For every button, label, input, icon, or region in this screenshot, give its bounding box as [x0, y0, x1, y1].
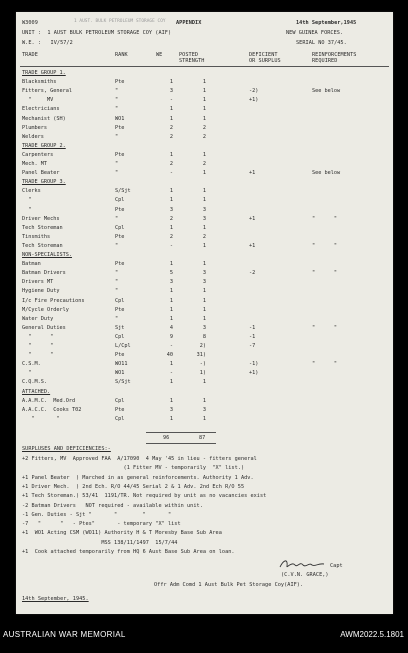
deficient-cell: -1 [249, 333, 256, 340]
we-cell: 2 [169, 215, 173, 222]
trade-cell: " [22, 370, 32, 377]
note-line: -1 Gen. Duties - Sjt " " " " [22, 511, 172, 518]
posted-cell: 1 [202, 297, 206, 304]
posted-cell: 1 [202, 306, 206, 313]
rank-cell: Sjt [115, 324, 125, 331]
totals-rule-top [146, 432, 216, 433]
rank-cell: S/Sjt [115, 379, 131, 386]
posted-cell: 1 [202, 188, 206, 195]
rank-cell: Pte [115, 206, 125, 213]
archive-reference: AWM2022.5.1801 [340, 630, 404, 639]
note-line: +1 Cook attached temporarily from HQ 6 Aust Base Sub Area on loan. [22, 549, 235, 555]
we-cell: 1 [169, 106, 173, 113]
we-cell: 1 [169, 224, 173, 231]
rank-cell: " [115, 242, 119, 249]
posted-cell: 1 [202, 261, 206, 268]
reinforcement-cell: " " [312, 361, 337, 368]
posted-cell: 3 [202, 215, 206, 222]
rank-cell: " [115, 215, 119, 222]
rank-cell: " [115, 88, 119, 95]
col-rank: RANK [115, 52, 128, 58]
we-cell: 1 [169, 379, 173, 386]
rank-cell: S/Sjt [115, 188, 131, 195]
posted-cell: 2 [202, 233, 206, 240]
rank-cell: " [115, 170, 119, 177]
unit-line: UNIT : 1 AUST BULK PETROLEUM STORAGE COY (AIF) [22, 30, 172, 36]
rank-cell: Cpl [115, 197, 125, 204]
rank-cell: Pte [115, 151, 125, 158]
signatory-title: Offr Adm Comd 1 Aust Bulk Pet Storage Coy(AIF). [154, 582, 304, 588]
totals-rule-bottom [146, 443, 216, 444]
posted-cell: 1) [199, 370, 206, 377]
posted-cell: 1 [202, 415, 206, 422]
header-rule [20, 66, 389, 67]
trade-cell: " " [22, 352, 54, 359]
we-cell: 1 [169, 115, 173, 122]
trade-cell: Welders [22, 133, 44, 140]
deficient-cell: +1) [249, 97, 259, 104]
rank-cell: Cpl [115, 397, 125, 404]
col-we: WE [156, 52, 163, 58]
signature-rank: Capt [330, 563, 343, 569]
note-line: MSS 138/11/1497 15/7/44 [22, 539, 178, 546]
note-line: +1 Driver Mech. ) 2nd Ech. R/O 44/45 Serial 2 & 1 Adv. 2nd Ech R/O 55 [22, 483, 245, 490]
trade-cell: Tech Storeman [22, 224, 63, 231]
trade-cell: Clerks [22, 188, 41, 195]
we-cell: 1 [169, 306, 173, 313]
we-cell: 1 [169, 297, 173, 304]
we-cell: 1 [169, 188, 173, 195]
rank-cell: " [115, 133, 119, 140]
rank-cell: L/Cpl [115, 343, 131, 349]
trade-cell: Mechanist (SH) [22, 115, 66, 122]
posted-cell: 1 [202, 88, 206, 95]
posted-cell: 1 [202, 397, 206, 404]
posted-cell: 1 [202, 79, 206, 86]
we-cell: 3 [169, 406, 173, 413]
we-reference: W.E. : IV/57/2 [22, 40, 73, 46]
we-cell: 1 [169, 288, 173, 295]
trade-cell: Tinsmiths [22, 233, 51, 240]
handwritten-signature [278, 557, 326, 571]
we-cell: 9 [169, 333, 173, 340]
we-cell: 1 [169, 415, 173, 422]
we-cell: 2 [169, 161, 173, 167]
document-page [16, 12, 393, 614]
trade-cell: C.Q.M.S. [22, 379, 47, 386]
trade-cell: Carpenters [22, 151, 54, 158]
col-posted: POSTED STRENGTH [179, 52, 205, 64]
we-cell: - [169, 170, 173, 177]
col-trade: TRADE [22, 52, 38, 58]
forces-line: NEW GUINEA FORCES. [286, 30, 344, 36]
unit-stamp: 1 AUST. BULK PETROLEUM STORAGE COY [74, 19, 166, 24]
section-heading: TRADE GROUP 2. [22, 142, 66, 149]
note-line: +1 WO1 Acting CSM (WO11) Authority H & T Moresby Base Sub Area [22, 530, 222, 537]
rank-cell: " [115, 279, 119, 286]
col-reinforcements: REINFORCEMENTS REQUIRED [312, 52, 357, 64]
we-cell: 1 [169, 151, 173, 158]
deficient-cell: -1 [249, 324, 256, 331]
note-line: -2 Batman Drivers NOT required - available within unit. [22, 502, 203, 509]
posted-cell: 1 [202, 151, 206, 158]
posted-cell: 1 [202, 379, 206, 386]
deficient-cell: +1) [249, 370, 259, 377]
deficient-cell: -2) [249, 88, 259, 95]
trade-cell: Batman [22, 261, 41, 268]
rank-cell: Cpl [115, 415, 125, 422]
we-cell: 1 [169, 397, 173, 404]
trade-cell: " " [22, 415, 60, 422]
rank-cell: Pte [115, 261, 125, 268]
rank-cell: Cpl [115, 333, 125, 340]
trade-cell: " [22, 206, 32, 213]
bottom-date: 14th September, 1945. [22, 596, 89, 602]
posted-cell: 1 [202, 224, 206, 231]
we-cell: 1 [169, 197, 173, 204]
posted-cell: 3 [202, 324, 206, 331]
posted-cell: -) [199, 361, 206, 368]
posted-cell: 1 [202, 115, 206, 122]
note-line: +1 Tech Storeman.) 53/41 1191/TR. Not required by unit as no vacancies exist [22, 493, 267, 500]
archive-name: AUSTRALIAN WAR MEMORIAL [3, 630, 126, 639]
we-cell: - [169, 370, 173, 377]
note-line: +1 Panel Beater ) Marched in as general reinforcements. Authority 1 Adv. [22, 474, 254, 481]
trade-cell: Electricians [22, 106, 60, 113]
we-cell: 1 [169, 79, 173, 86]
serial-number: SERIAL NO 37/45. [296, 40, 347, 46]
posted-cell: 1 [202, 170, 206, 177]
trade-cell: General Duties [22, 324, 66, 331]
trade-cell: A.A.M.C. Med.Ord [22, 397, 76, 404]
we-cell: 1 [169, 361, 173, 368]
reinforcement-cell: " " [312, 270, 337, 277]
reinforcement-cell: " " [312, 215, 337, 222]
deficient-cell: +1 [249, 170, 256, 177]
note-line: -7 " " - Ptes" - temporary "X" list [22, 521, 181, 528]
posted-cell: 3 [202, 206, 206, 213]
posted-cell: 3 [202, 270, 206, 277]
rank-cell: Pte [115, 233, 125, 240]
deficient-cell: -1) [249, 361, 259, 368]
reinforcement-cell: See below [312, 170, 341, 177]
trade-cell: Tech Storeman [22, 242, 63, 249]
trade-cell: Fitters, General [22, 88, 72, 95]
signatory-name: (C.V.N. GRACE,) [281, 572, 329, 578]
trade-cell: Water Duty [22, 315, 54, 322]
we-cell: 2 [169, 133, 173, 140]
note-line: +2 Fitters, MV Approved FAA A/17090 4 May '45 in lieu - fitters general [22, 456, 257, 462]
posted-cell: 31) [196, 352, 206, 359]
note-line: (1 Fitter MV - temporarily "X" list.) [22, 465, 245, 472]
posted-cell: 2 [202, 161, 206, 167]
we-cell: - [169, 97, 173, 104]
posted-cell: 1 [202, 197, 206, 204]
document-ref: W3009 [22, 20, 38, 26]
rank-cell: Pte [115, 352, 125, 359]
we-cell: 2 [169, 233, 173, 240]
section-heading: TRADE GROUP 3. [22, 179, 66, 186]
rank-cell: Cpl [115, 297, 125, 304]
rank-cell: Pte [115, 406, 125, 413]
rank-cell: " [115, 270, 119, 277]
appendix-label: APPENDIX [176, 20, 202, 26]
header-date: 14th September,1945 [296, 20, 357, 26]
posted-cell: 2 [202, 133, 206, 140]
posted-cell: 1 [202, 315, 206, 322]
posted-cell: 1 [202, 242, 206, 249]
rank-cell: " [115, 97, 119, 104]
trade-cell: " MV [22, 97, 54, 104]
deficient-cell: -7 [249, 343, 256, 349]
trade-cell: Blacksmiths [22, 79, 57, 86]
we-cell: 5 [169, 270, 173, 277]
posted-cell: 3 [202, 406, 206, 413]
trade-cell: Drivers MT [22, 279, 54, 286]
deficient-cell: +1 [249, 215, 256, 222]
rank-cell: " [115, 161, 119, 167]
trade-cell: " [22, 197, 32, 204]
trade-cell: Panel Beater [22, 170, 60, 177]
reinforcement-cell: " " [312, 324, 337, 331]
rank-cell: WO11 [115, 361, 128, 368]
section-heading: ATTACHED. [22, 388, 51, 395]
deficient-cell: +1 [249, 242, 256, 249]
we-cell: 1 [169, 261, 173, 268]
posted-cell: 8 [202, 333, 206, 340]
trade-cell: C.S.M. [22, 361, 41, 368]
we-cell: 3 [169, 88, 173, 95]
trade-cell: A.A.C.C. Cooks T02 [22, 406, 82, 413]
trade-cell: " " [22, 343, 54, 349]
posted-cell: 1 [202, 288, 206, 295]
trade-cell: Driver Mechs [22, 215, 60, 222]
total-posted: 87 [199, 435, 206, 441]
rank-cell: WO1 [115, 370, 125, 377]
rank-cell: " [115, 315, 119, 322]
we-cell: 40 [166, 352, 173, 359]
trade-cell: Mech. MT [22, 161, 47, 167]
archive-footer [0, 624, 408, 646]
trade-cell: Batman Drivers [22, 270, 66, 277]
we-cell: 4 [169, 324, 173, 331]
notes-title: SURPLUSES AND DEFICIENCIES:- [22, 446, 111, 452]
we-cell: 3 [169, 206, 173, 213]
section-heading: NON-SPECIALISTS. [22, 252, 72, 258]
we-cell: 2 [169, 124, 173, 131]
rank-cell: WO1 [115, 115, 125, 122]
rank-cell: Pte [115, 306, 125, 313]
posted-cell: 1 [202, 97, 206, 104]
rank-cell: " [115, 106, 119, 113]
rank-cell: Pte [115, 79, 125, 86]
posted-cell: 2 [202, 124, 206, 131]
deficient-cell: -2 [249, 270, 256, 277]
we-cell: 3 [169, 279, 173, 286]
we-cell: - [169, 242, 173, 249]
rank-cell: Cpl [115, 224, 125, 231]
trade-cell: Hygiene Duty [22, 288, 60, 295]
section-heading: TRADE GROUP 1. [22, 70, 66, 76]
trade-cell: I/c Fire Precautions [22, 297, 85, 304]
posted-cell: 3 [202, 279, 206, 286]
reinforcement-cell: " " [312, 242, 337, 249]
rank-cell: Pte [115, 124, 125, 131]
posted-cell: 1 [202, 106, 206, 113]
col-deficient: DEFICIENT OR SURPLUS [249, 52, 281, 64]
reinforcement-cell: See below [312, 88, 341, 95]
trade-cell: Plumbers [22, 124, 47, 131]
posted-cell: 2) [199, 343, 206, 349]
trade-cell: " " [22, 333, 54, 340]
we-cell: - [169, 343, 173, 349]
we-cell: 1 [169, 315, 173, 322]
trade-cell: M/Cycle Orderly [22, 306, 69, 313]
rank-cell: " [115, 288, 119, 295]
total-we: 96 [163, 435, 170, 441]
